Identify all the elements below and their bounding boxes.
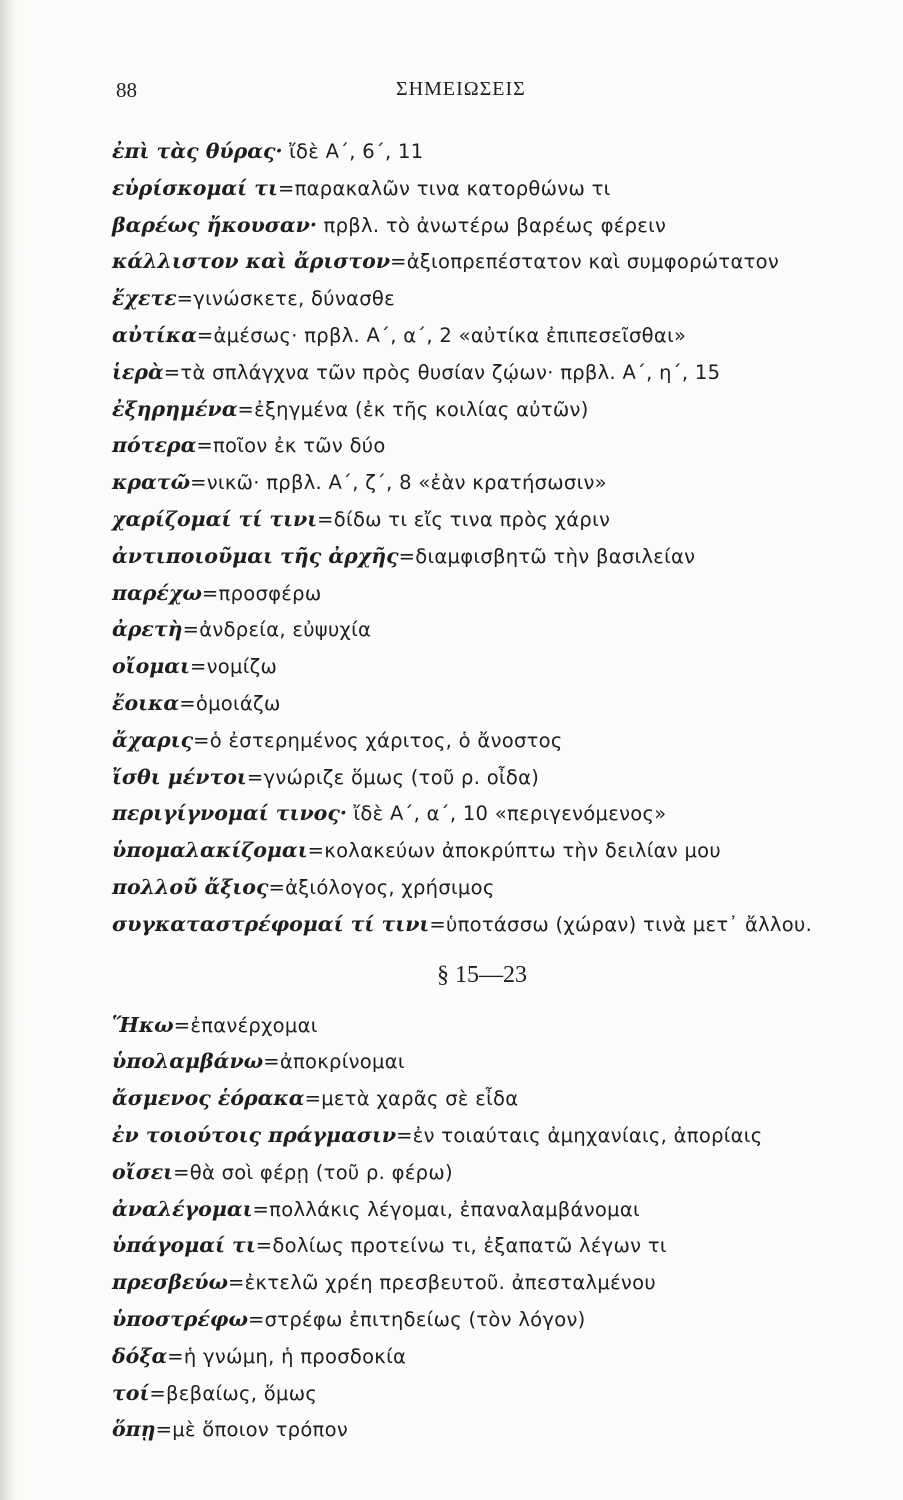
entry-gloss: =κολακεύων ἀποκρύπτω τὴν δειλίαν μου [307, 839, 721, 863]
glossary-entry [112, 1043, 872, 1080]
glossary-entry [112, 722, 872, 759]
glossary-entry [112, 795, 872, 832]
entry-headword: οἴσει [112, 1159, 174, 1184]
entry-headword: κρατῶ [112, 470, 191, 495]
running-head: ΣΗΜΕΙΩΣΕΙΣ [396, 78, 526, 100]
entry-gloss: =ἐπανέρχομαι [173, 1013, 318, 1037]
entry-headword: πρεσβεύω [112, 1270, 229, 1295]
entry-headword: πότερα [112, 433, 197, 458]
entry-headword: κάλλιστον καὶ ἄριστον [112, 249, 391, 274]
glossary-entry [112, 464, 872, 501]
glossary-entry [112, 427, 872, 464]
entry-headword: ἄσμενος ἑόρακα [112, 1086, 305, 1111]
entry-gloss: =θὰ σοὶ φέρῃ (τοῦ ρ. φέρω) [173, 1160, 453, 1184]
glossary-entry [112, 906, 872, 943]
glossary-entry [112, 1007, 872, 1044]
entry-headword: χαρίζομαί τί τινι [112, 506, 318, 531]
glossary-entry [112, 648, 872, 685]
entry-headword: ἄχαρις [112, 727, 194, 752]
page-header [112, 78, 872, 108]
entry-headword: αὐτίκα [112, 322, 197, 347]
glossary-entry [112, 759, 872, 796]
entry-gloss: =ὑποτάσσω (χώραν) τινὰ μετ᾽ ἄλλου. [429, 912, 813, 936]
entry-headword: Ἥκω [112, 1012, 174, 1037]
glossary-entry [112, 1227, 872, 1264]
entry-gloss: =ὁμοιάζω [179, 691, 281, 715]
entry-headword: ὑπομαλακίζομαι [112, 838, 308, 863]
glossary-entry [112, 1411, 872, 1448]
entry-gloss: =ἀξιοπρεπέστατον καὶ συμφορώτατον [390, 250, 780, 274]
entry-headword: δόξα [112, 1343, 168, 1368]
entry-headword: ἔχετε [112, 286, 177, 311]
glossary-entry [112, 832, 872, 869]
glossary-entry [112, 391, 872, 428]
glossary-entry [112, 280, 872, 317]
section-heading: § 15—23 [437, 961, 527, 988]
page-edge-shadow [0, 0, 18, 1500]
glossary-list-2 [112, 1007, 872, 1449]
entry-headword: συγκαταστρέφομαί τί τινι [112, 911, 430, 936]
page-number: 88 [116, 78, 137, 102]
glossary-entry [112, 611, 872, 648]
entry-headword: ἐπὶ τὰς θύρας· [112, 139, 283, 163]
glossary-entry [112, 133, 872, 170]
entry-headword: οἴομαι [112, 654, 190, 679]
entry-gloss: =ἡ γνώμη, ἡ προσδοκία [167, 1344, 407, 1368]
entry-gloss: =ἀξιόλογος, χρήσιμος [268, 875, 495, 899]
glossary-entry [112, 685, 872, 722]
entry-headword: ὅπῃ [112, 1417, 156, 1442]
entry-headword: ἴσθι μέντοι [112, 764, 247, 789]
glossary-entry [112, 1154, 872, 1191]
entry-gloss: =ἀμέσως· πρβλ. Α΄, α΄, 2 «αὐτίκα ἐπιπεσεῖσθαι» [196, 323, 687, 347]
glossary-entry [112, 501, 872, 538]
entry-gloss: =ἀνδρεία, εὐψυχία [182, 618, 372, 642]
entry-gloss: =νικῶ· πρβλ. Α΄, ζ΄, 8 «ἐὰν κρατήσωσιν» [190, 471, 607, 495]
glossary-list [112, 133, 872, 943]
entry-gloss: =μετὰ χαρᾶς σὲ εἶδα [304, 1087, 519, 1111]
book-page [112, 78, 872, 1448]
glossary-entry [112, 243, 872, 280]
glossary-entry [112, 1264, 872, 1301]
glossary-entry [112, 1338, 872, 1375]
entry-gloss: =νομίζω [189, 655, 278, 679]
entry-headword: τοί [112, 1380, 150, 1405]
entry-gloss: =προσφέρω [201, 581, 322, 605]
entry-gloss: ἴδὲ Α΄, 6΄, 11 [282, 140, 424, 163]
glossary-entry [112, 869, 872, 906]
entry-headword: παρέχω [112, 580, 202, 605]
entry-headword: ἱερὰ [112, 359, 164, 384]
glossary-entry [112, 354, 872, 391]
entry-gloss: =ὁ ἐστερημένος χάριτος, ὁ ἄνοστος [193, 728, 563, 752]
entry-gloss: =πολλάκις λέγομαι, ἐπαναλαμβάνομαι [252, 1197, 640, 1221]
entry-headword: ἀναλέγομαι [112, 1196, 253, 1221]
glossary-entry [112, 1375, 872, 1412]
glossary-entry [112, 1301, 872, 1338]
entry-gloss: =μὲ ὅποιον τρόπον [155, 1418, 349, 1442]
entry-gloss: =ἐκτελῶ χρέη πρεσβευτοῦ. ἀπεσταλμένου [228, 1271, 656, 1295]
entry-headword: εὑρίσκομαί τι [112, 175, 278, 200]
entry-headword: ὑποστρέφω [112, 1306, 248, 1331]
glossary-entry [112, 317, 872, 354]
glossary-entry [112, 1191, 872, 1228]
glossary-entry [112, 1080, 872, 1117]
entry-gloss: =δολίως προτείνω τι, ἐξαπατῶ λέγων τι [255, 1234, 667, 1258]
glossary-entry [112, 170, 872, 207]
entry-gloss: =παρακαλῶν τινα κατορθώνω τι [277, 176, 611, 200]
entry-headword: ἀντιποιοῦμαι τῆς ἀρχῆς [112, 543, 399, 568]
entry-gloss: =ἐν τοιαύταις ἀμηχανίαις, ἀπορίαις [396, 1123, 763, 1147]
entry-gloss: =ἐξηγμένα (ἐκ τῆς κοιλίας αὐτῶν) [237, 397, 589, 421]
entry-gloss: =γνώριζε ὅμως (τοῦ ρ. οἶδα) [246, 765, 540, 789]
entry-gloss: =γινώσκετε, δύνασθε [176, 287, 395, 311]
glossary-entry [112, 575, 872, 612]
entry-gloss: =βεβαίως, ὅμως [149, 1381, 318, 1405]
entry-headword: ὑπάγομαί τι [112, 1233, 256, 1258]
entry-headword: ὑπολαμβάνω [112, 1049, 264, 1074]
entry-gloss: =ἀποκρίνομαι [263, 1050, 405, 1074]
entry-gloss: =τὰ σπλάγχνα τῶν πρὸς θυσίαν ζῴων· πρβλ. Α΄, η΄, 15 [163, 360, 721, 384]
entry-headword: ἐν τοιούτοις πράγμασιν [112, 1122, 397, 1147]
entry-gloss: =διαμφισβητῶ τὴν βασιλείαν [398, 544, 696, 568]
entry-headword: βαρέως ἤκουσαν· [112, 212, 318, 237]
entry-headword: πολλοῦ ἄξιος [112, 874, 269, 899]
glossary-entry [112, 538, 872, 575]
entry-gloss: ἴδὲ Α΄, α΄, 10 «περιγενόμενος» [346, 802, 667, 826]
glossary-entry [112, 1117, 872, 1154]
entry-headword: ἀρετὴ [112, 617, 183, 642]
entry-gloss: πρβλ. τὸ ἀνωτέρω βαρέως φέρειν [317, 213, 667, 237]
entry-headword: ἐξηρημένα [112, 396, 238, 421]
entry-gloss: =ποῖον ἐκ τῶν δύο [196, 434, 386, 458]
entry-gloss: =δίδω τι εἴς τινα πρὸς χάριν [317, 507, 611, 531]
entry-gloss: =στρέφω ἐπιτηδείως (τὸν λόγον) [247, 1307, 586, 1331]
glossary-entry [112, 207, 872, 244]
entry-headword: περιγίγνομαί τινος· [112, 801, 347, 826]
entry-headword: ἔοικα [112, 690, 180, 715]
